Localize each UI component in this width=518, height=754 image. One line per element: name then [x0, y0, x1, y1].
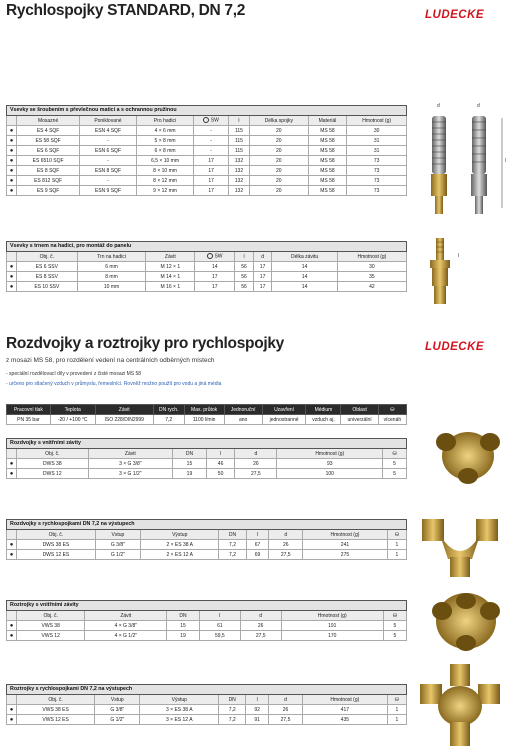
table-cell: 73	[347, 156, 407, 166]
package-icon: ⛁	[392, 612, 398, 619]
table-cell: 56	[235, 262, 254, 272]
table-cell: 5	[383, 631, 406, 641]
table-cell: 56	[235, 282, 254, 292]
table-cell: ES 6 SSV	[17, 262, 78, 272]
bullet-dot: ●	[7, 262, 17, 272]
col-header-sw: SW	[194, 116, 228, 126]
table-cell: 6 × 8 mm	[136, 146, 194, 156]
table-cell: 3 × ES 12 A	[140, 715, 219, 725]
bullet-dot: ●	[7, 540, 17, 550]
table-cell: MS 58	[308, 176, 347, 186]
table-row	[7, 459, 407, 469]
table-cell: 19	[173, 469, 207, 479]
table-row	[7, 550, 407, 560]
table-cell: DWS 12	[17, 469, 89, 479]
table-row	[7, 156, 407, 166]
table-caption: Rozdvojky s vnitřními závity	[7, 439, 407, 449]
table-cell: MS 58	[308, 146, 347, 156]
table-cell: M 12 × 1	[146, 262, 195, 272]
table-cell: -	[80, 176, 136, 186]
table-cell: 31	[347, 136, 407, 146]
table-cell: 26	[235, 459, 277, 469]
table-cell: 7,2	[219, 715, 246, 725]
table-header-row: Obj. č. Trn na hadici Závit SW l d Délka závitu Hmotnost (g)	[7, 252, 407, 262]
table-cell: 59,5	[199, 631, 240, 641]
table-cell: G 3/8"	[95, 705, 140, 715]
table-cell: 17	[195, 272, 235, 282]
table-cell: 73	[347, 176, 407, 186]
bullet-dot: ●	[7, 459, 17, 469]
dim-d-label: d	[477, 103, 480, 109]
package-icon: ⛁	[390, 406, 395, 413]
bullet-dot: ●	[7, 715, 17, 725]
section2-subtitle: z mosazi MS 58, pro rozdělení vedení na centrálních odběrných místech	[6, 357, 215, 364]
table-cell: 73	[347, 166, 407, 176]
bullet-dot: ●	[7, 186, 17, 196]
bullet-dot: ●	[7, 176, 17, 186]
table-cell: 27,5	[269, 715, 303, 725]
table-cell: 20	[250, 156, 309, 166]
table-cell: ESN 6 SQF	[80, 146, 136, 156]
table-cell: 115	[228, 146, 249, 156]
table-row	[7, 262, 407, 272]
table-cell: 30	[337, 262, 406, 272]
table-row	[7, 540, 407, 550]
table-cell: 91	[246, 715, 269, 725]
table-cell: 26	[240, 621, 281, 631]
table-cell: 4 × G 1/2"	[85, 631, 167, 641]
bullet-dot: ●	[7, 621, 17, 631]
hex-icon	[207, 253, 213, 259]
dim-d-label: d	[437, 103, 440, 109]
table-cell: 69	[246, 550, 269, 560]
table-cell: 30	[347, 126, 407, 136]
table-cell: 8 mm	[77, 272, 146, 282]
table-cell: 61	[199, 621, 240, 631]
package-icon: ⛁	[392, 450, 397, 457]
table-cell: 8 × 10 mm	[136, 166, 194, 176]
table-cell: 7,2	[219, 540, 246, 550]
table-cell: VWS 38 ES	[17, 705, 95, 715]
table-cell: MS 58	[308, 186, 347, 196]
spec-header-row: Pracovní tlak Teplota Závit DN rych. Max. průtok Jednoruční Uzavření Médium Oblast ⛁	[7, 405, 407, 415]
col-header: Materiál	[308, 116, 347, 126]
col-header: Pro hadici	[136, 116, 194, 126]
table-cell: 67	[246, 540, 269, 550]
bullet-2: - určeno pro stlačený vzduch v průmyslu, řemeslníci. Rovněž možno použít pro vodu a jiná média	[6, 381, 222, 387]
table-3way-couplings: Roztrojky s rychlospojkami DN 7,2 na výstupech Obj. č. Vstup Výstup DN l d Hmotnost (g) ⛁ ● VWS 38 ES G 3/8" 3 × ES 38 A 7,2 92 26 417 1 ● VWS 12 ES G 1/2" 3 × ES 12 A 7,2 91 27,5 435 1	[6, 684, 407, 725]
table-cell: 20	[250, 186, 309, 196]
table-cell: 20	[250, 166, 309, 176]
table-cell: 10 mm	[77, 282, 146, 292]
table-row	[7, 126, 407, 136]
table-row	[7, 136, 407, 146]
table-cell: 42	[337, 282, 406, 292]
table-cell: ES 6 SQF	[17, 146, 80, 156]
table-cell: 19	[167, 631, 200, 641]
table-cell: 170	[281, 631, 383, 641]
table-cell: 14	[272, 262, 337, 272]
table-row	[7, 282, 407, 292]
table-cell: 26	[269, 705, 303, 715]
table-cell: 132	[228, 156, 249, 166]
table-cell: 5 × 8 mm	[136, 136, 194, 146]
section1-title: Rychlospojky STANDARD, DN 7,2	[6, 2, 246, 19]
table-cell: 5	[383, 621, 406, 631]
table-row	[7, 272, 407, 282]
table-cell: 417	[302, 705, 387, 715]
table-cell: 3 × G 1/2"	[88, 469, 172, 479]
table-cell: 241	[303, 540, 388, 550]
table-cell: -	[80, 136, 136, 146]
table-row	[7, 621, 407, 631]
col-header: Mosazné	[17, 116, 80, 126]
table-cell: 6,5 × 10 mm	[136, 156, 194, 166]
table-cell: 35	[337, 272, 406, 282]
table-cell: 9 × 12 mm	[136, 186, 194, 196]
table-cell: 3 × ES 38 A	[140, 705, 219, 715]
table-cell: 17	[194, 186, 228, 196]
hex-icon	[203, 117, 209, 123]
table-row	[7, 715, 407, 725]
table-cell: 8 × 12 mm	[136, 176, 194, 186]
bullet-dot: ●	[7, 136, 17, 146]
table-cell: ESN 4 SQF	[80, 126, 136, 136]
table-cell: ES 812 SQF	[17, 176, 80, 186]
table-cell: G 1/2"	[95, 715, 140, 725]
table-cell: 17	[194, 156, 228, 166]
table-cell: 56	[235, 272, 254, 282]
table-cell: ES 9 SQF	[17, 186, 80, 196]
table-row	[7, 705, 407, 715]
table-cell: 191	[281, 621, 383, 631]
table-cell: ESN 8 SQF	[80, 166, 136, 176]
col-header: Délka spojky	[250, 116, 309, 126]
table-row	[7, 469, 407, 479]
table-cell: DWS 38 ES	[17, 540, 96, 550]
table-cell: ESN 9 SQF	[80, 186, 136, 196]
table-cell: ES 4 SQF	[17, 126, 80, 136]
table-cell: 14	[272, 282, 337, 292]
table-cell: 132	[228, 186, 249, 196]
table-cell: MS 58	[308, 126, 347, 136]
table-row	[7, 166, 407, 176]
table-cell: 4 × 6 mm	[136, 126, 194, 136]
table-cell: 17	[253, 272, 272, 282]
table-cell: 17	[194, 166, 228, 176]
table-cell: 15	[167, 621, 200, 631]
table-row	[7, 631, 407, 641]
bullet-dot: ●	[7, 550, 17, 560]
table-header-row	[7, 116, 407, 126]
bullet-dot: ●	[7, 156, 17, 166]
spec-values-row: PN 35 bar -20 / +100 °C ISO 228/DIN2999 7,2 1100 l/min ano jednostranné vzduch aj. univerzální vícenáh	[7, 415, 407, 425]
table-cell: 7,2	[219, 705, 246, 715]
table-cell: 5	[383, 469, 407, 479]
spec-table	[6, 404, 407, 425]
bullet-dot: ●	[7, 469, 17, 479]
table-cell: 2 × ES 38 A	[140, 540, 218, 550]
table-cell: 27,5	[235, 469, 277, 479]
table-row	[7, 176, 407, 186]
3way-distributor-image	[424, 585, 508, 660]
2way-distributor-image	[428, 420, 508, 490]
table-row	[7, 146, 407, 156]
table-caption: Roztrojky s vnitřními závity	[7, 601, 407, 611]
ludecke-logo: LUDECKE	[425, 341, 485, 353]
table-cell: 17	[253, 262, 272, 272]
dim-l-label: l	[505, 158, 507, 164]
table-cell: 1	[387, 540, 406, 550]
table-cell: 15	[173, 459, 207, 469]
table-cell: MS 58	[308, 156, 347, 166]
table-cell: 20	[250, 176, 309, 186]
table-cell: ES 58 SQF	[17, 136, 80, 146]
ludecke-logo: LUDECKE	[425, 9, 485, 21]
coupling-image	[412, 108, 508, 218]
table-cell: 115	[228, 136, 249, 146]
table-cell: M 14 × 1	[146, 272, 195, 282]
table-cell: 92	[246, 705, 269, 715]
table-cell: M 16 × 1	[146, 282, 195, 292]
table-cell: G 1/2"	[95, 550, 140, 560]
package-icon: ⛁	[394, 696, 399, 703]
2way-coupling-distributor-image	[412, 505, 508, 585]
table-cell: -	[194, 126, 228, 136]
table-cell: -	[80, 156, 136, 166]
table-cell: 1	[387, 715, 406, 725]
table-cell: 7,2	[219, 550, 246, 560]
table-cell: DWS 12 ES	[17, 550, 96, 560]
bullet-1: - speciální rozdělovací díly v provedení z čisté mosazi MS 58	[6, 371, 142, 377]
bullet-dot: ●	[7, 282, 17, 292]
table-cell: 275	[303, 550, 388, 560]
dim-l-label: l	[458, 253, 460, 259]
table-cell: G 3/8"	[95, 540, 140, 550]
bullet-dot: ●	[7, 126, 17, 136]
table-cell: ES 8 SSV	[17, 272, 78, 282]
table-cell: MS 58	[308, 166, 347, 176]
table-cell: 93	[277, 459, 383, 469]
bullet-dot: ●	[7, 272, 17, 282]
bullet-dot: ●	[7, 146, 17, 156]
table-cell: 100	[277, 469, 383, 479]
bullet-dot: ●	[7, 705, 17, 715]
3way-coupling-distributor-image	[412, 662, 508, 750]
table-cell: 17	[194, 176, 228, 186]
table-cell: 6 mm	[77, 262, 146, 272]
table-cell: 20	[250, 146, 309, 156]
table-cell: 132	[228, 166, 249, 176]
package-icon: ⛁	[394, 531, 400, 538]
table-caption: Vsevky se šroubením s převlečnou maticí a s ochrannou pružinou	[7, 106, 407, 116]
table-caption: Rozdvojky s rychlospojkami DN 7,2 na výstupech	[7, 520, 407, 530]
table-2way-threaded: Rozdvojky s vnitřními závity Obj. č. Závit DN l d Hmotnost (g) ⛁ ● DWS 38 3 × G 3/8" 15 46 26 93 5 ● DWS 12 3 × G 1/2" 19 50 27,5 100 5	[6, 438, 407, 479]
table-cell: -	[194, 136, 228, 146]
table-quick-couplings-nut	[6, 105, 407, 196]
table-cell: 27,5	[269, 550, 303, 560]
table-cell: 50	[206, 469, 234, 479]
table-cell: 4 × G 3/8"	[85, 621, 167, 631]
col-header: l	[228, 116, 249, 126]
table-row	[7, 186, 407, 196]
table-cell: VWS 12	[17, 631, 85, 641]
table-quick-couplings-panel	[6, 241, 407, 292]
table-cell: 17	[253, 282, 272, 292]
section2-title: Rozdvojky a roztrojky pro rychlospojky	[6, 335, 285, 352]
table-caption: Vsevky s trnem na hadici, pro montáž do panelu	[7, 242, 407, 252]
table-cell: 14	[272, 272, 337, 282]
table-3way-threaded: Roztrojky s vnitřními závity Obj. č. Závit DN l d Hmotnost (g) ⛁ ● VWS 38 4 × G 3/8" 15 61 26 191 5 ● VWS 12 4 × G 1/2" 19 59,5 27,5 170 5	[6, 600, 407, 641]
table-cell: 5	[383, 459, 407, 469]
table-cell: ES 8 SQF	[17, 166, 80, 176]
table-cell: 27,5	[240, 631, 281, 641]
table-cell: 435	[302, 715, 387, 725]
table-cell: 1	[387, 705, 406, 715]
table-cell: 3 × G 3/8"	[88, 459, 172, 469]
table-caption: Roztrojky s rychlospojkami DN 7,2 na výstupech	[7, 685, 407, 695]
table-cell: 115	[228, 126, 249, 136]
table-cell: 132	[228, 176, 249, 186]
table-cell: 46	[206, 459, 234, 469]
table-2way-couplings: Rozdvojky s rychlospojkami DN 7,2 na výstupech Obj. č. Vstup Výstup DN l d Hmotnost (g) ⛁ ● DWS 38 ES G 3/8" 2 × ES 38 A 7,2 67 26 241 1 ● DWS 12 ES G 1/2" 2 × ES 12 A 7,2 69 27,5 275 1	[6, 519, 407, 560]
table-cell: ES 10 SSV	[17, 282, 78, 292]
table-cell: VWS 38	[17, 621, 85, 631]
table-cell: 17	[195, 282, 235, 292]
table-cell: 31	[347, 146, 407, 156]
table-cell: 73	[347, 186, 407, 196]
table-cell: 14	[195, 262, 235, 272]
table-cell: 2 × ES 12 A	[140, 550, 218, 560]
table-cell: -	[194, 146, 228, 156]
bullet-dot: ●	[7, 166, 17, 176]
table-cell: ES 6510 SQF	[17, 156, 80, 166]
bullet-dot: ●	[7, 631, 17, 641]
col-header: Hmotnost (g)	[347, 116, 407, 126]
table-cell: 26	[269, 540, 303, 550]
table-cell: 20	[250, 136, 309, 146]
table-cell: MS 58	[308, 136, 347, 146]
table-cell: 1	[387, 550, 406, 560]
col-header: Poniklované	[80, 116, 136, 126]
table-cell: DWS 38	[17, 459, 89, 469]
table-cell: VWS 12 ES	[17, 715, 95, 725]
panel-coupling-image	[422, 236, 462, 308]
table-cell: 20	[250, 126, 309, 136]
